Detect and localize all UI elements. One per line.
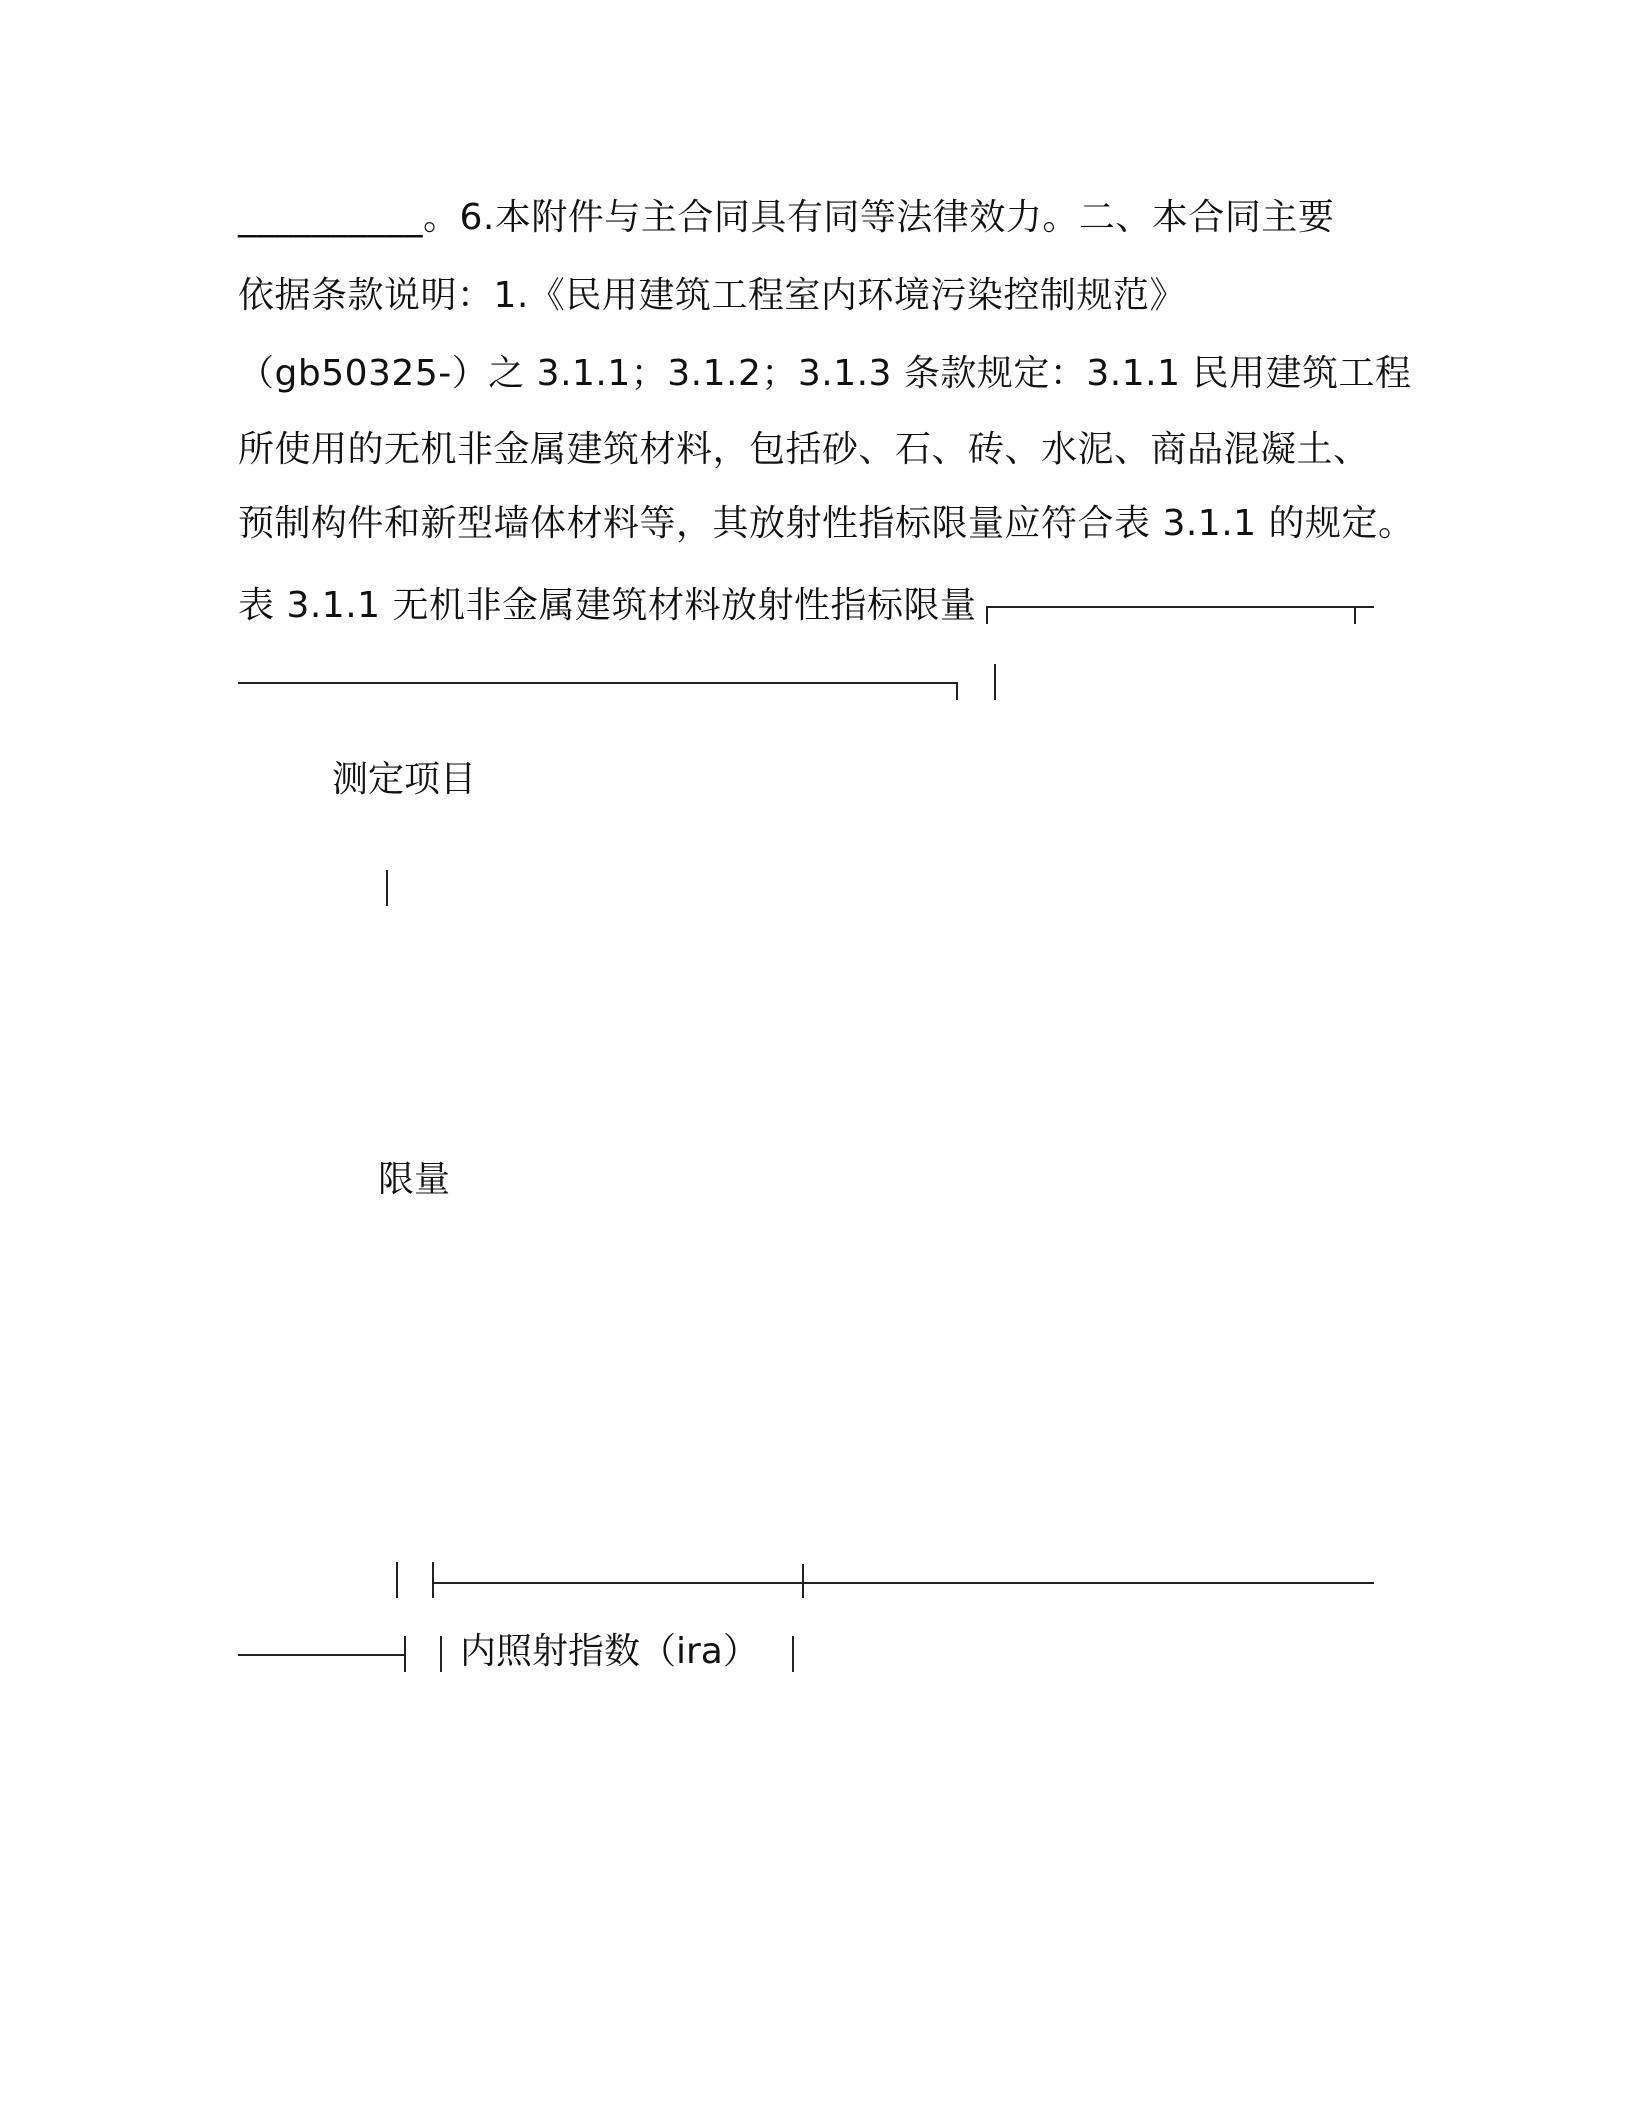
- table-border-tick: [956, 682, 958, 700]
- table-border-tick: [802, 1564, 804, 1598]
- table-border-tick: [432, 1562, 434, 1598]
- table-border-tick: [1354, 606, 1356, 624]
- table-row-border: [432, 1582, 1374, 1584]
- table-border-tick: [792, 1636, 794, 1672]
- table-row-item: 内照射指数（ira）: [460, 1631, 759, 1672]
- body-text-line-3: （gb50325-）之 3.1.1；3.1.2；3.1.3 条款规定：3.1.1 民用建筑工程: [238, 353, 1412, 394]
- table-header-border: [238, 682, 956, 684]
- table-border-tick: [386, 870, 388, 906]
- table-border-tick: [396, 1562, 398, 1598]
- table-border-tick: [986, 606, 988, 624]
- table-intro-line: 预制构件和新型墙体材料等，其放射性指标限量应符合表 3.1.1 的规定。: [238, 503, 1415, 544]
- body-text-line-1: __________。6.本附件与主合同具有同等法律效力。二、本合同主要: [238, 197, 1335, 238]
- table-border-tick: [404, 1636, 406, 1672]
- table-top-border: [986, 606, 1374, 608]
- table-border-tick: [994, 664, 996, 700]
- table-border-tick: [440, 1636, 442, 1672]
- body-text-line-4: 所使用的无机非金属建筑材料，包括砂、石、砖、水泥、商品混凝土、: [238, 429, 1370, 470]
- table-row-border: [238, 1654, 404, 1656]
- body-text-line-2: 依据条款说明：1.《民用建筑工程室内环境污染控制规范》: [238, 275, 1186, 316]
- table-header-limit: 限量: [378, 1159, 451, 1200]
- table-header-item: 测定项目: [332, 759, 477, 800]
- table-caption: 表 3.1.1 无机非金属建筑材料放射性指标限量: [238, 585, 977, 626]
